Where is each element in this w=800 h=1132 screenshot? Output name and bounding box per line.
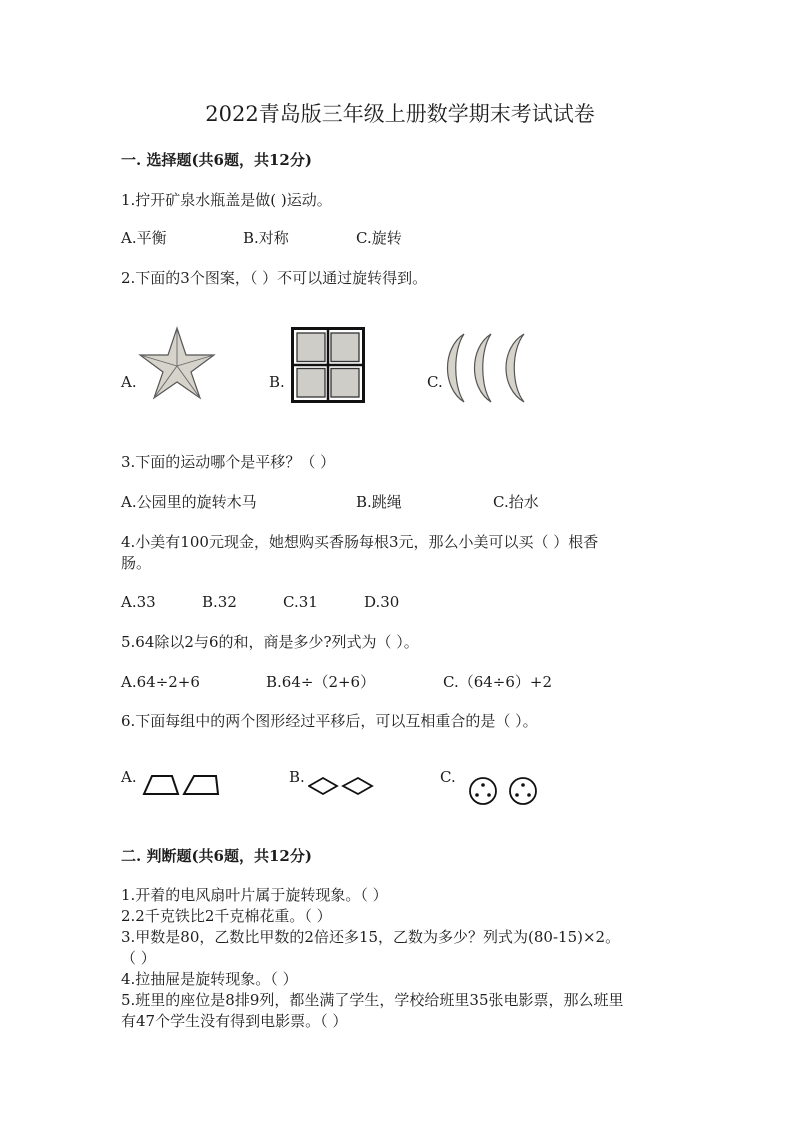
- option-a: A.: [121, 373, 137, 391]
- judgment-item: 4.拉抽屉是旋转现象。（ ）: [121, 970, 298, 988]
- star-figure: [138, 326, 216, 400]
- question-stem: 5.64除以2与6的和，商是多少?列式为（ ）。: [121, 633, 419, 651]
- option-b: B.: [269, 373, 285, 391]
- option-a: A.33: [121, 593, 156, 611]
- option-b: B.跳绳: [356, 493, 402, 511]
- section-heading: 二. 判断题(共6题，共12分): [121, 847, 312, 865]
- section-heading: 一. 选择题(共6题，共12分): [121, 151, 312, 169]
- option-b: B.32: [202, 593, 237, 611]
- judgment-item: 5.班里的座位是8排9列，都坐满了学生，学校给班里35张电影票，那么班里: [121, 991, 624, 1009]
- option-c: C.: [427, 373, 443, 391]
- question-stem: 2.下面的3个图案，（ ）不可以通过旋转得到。: [121, 269, 428, 287]
- option-b: B.对称: [243, 229, 289, 247]
- rhombuses-figure: [308, 776, 374, 796]
- judgment-item: 2.2千克铁比2千克棉花重。（ ）: [121, 907, 332, 925]
- question-stem: 4.小美有100元现金，她想购买香肠每根3元，那么小美可以买（ ）根香: [121, 533, 599, 551]
- option-c: C.抬水: [493, 493, 539, 511]
- judgment-item-continued: （ ）: [121, 949, 156, 967]
- judgment-item: 1.开着的电风扇叶片属于旋转现象。（ ）: [121, 886, 388, 904]
- trapezoids-figure: [142, 774, 220, 796]
- question-stem-continued: 肠。: [121, 554, 152, 572]
- option-c: C.31: [283, 593, 318, 611]
- judgment-item: 3.甲数是80，乙数比甲数的2倍还多15，乙数为多少？列式为(80-15)×2。: [121, 928, 621, 946]
- page-title: 2022青岛版三年级上册数学期末考试试卷: [205, 102, 595, 126]
- option-a: A.64÷2+6: [121, 673, 200, 691]
- option-c: C.旋转: [356, 229, 402, 247]
- option-a: A.平衡: [121, 229, 167, 247]
- option-b: B.64÷（2+6）: [266, 673, 376, 691]
- option-a: A.: [121, 768, 137, 786]
- dotted-circles-figure: [467, 777, 541, 805]
- question-stem: 3.下面的运动哪个是平移？（ ）: [121, 453, 336, 471]
- option-c: C.（64÷6）+2: [443, 673, 553, 691]
- option-b: B.: [289, 768, 305, 786]
- crescents-figure: [444, 332, 528, 404]
- judgment-item-continued: 有47个学生没有得到电影票。（ ）: [121, 1012, 348, 1030]
- option-a: A.公园里的旋转木马: [121, 493, 257, 511]
- question-stem: 1.拧开矿泉水瓶盖是做( )运动。: [121, 191, 332, 209]
- option-c: C.: [440, 768, 456, 786]
- question-stem: 6.下面每组中的两个图形经过平移后，可以互相重合的是（ ）。: [121, 712, 538, 730]
- square-grid-figure: [291, 327, 365, 403]
- option-d: D.30: [364, 593, 400, 611]
